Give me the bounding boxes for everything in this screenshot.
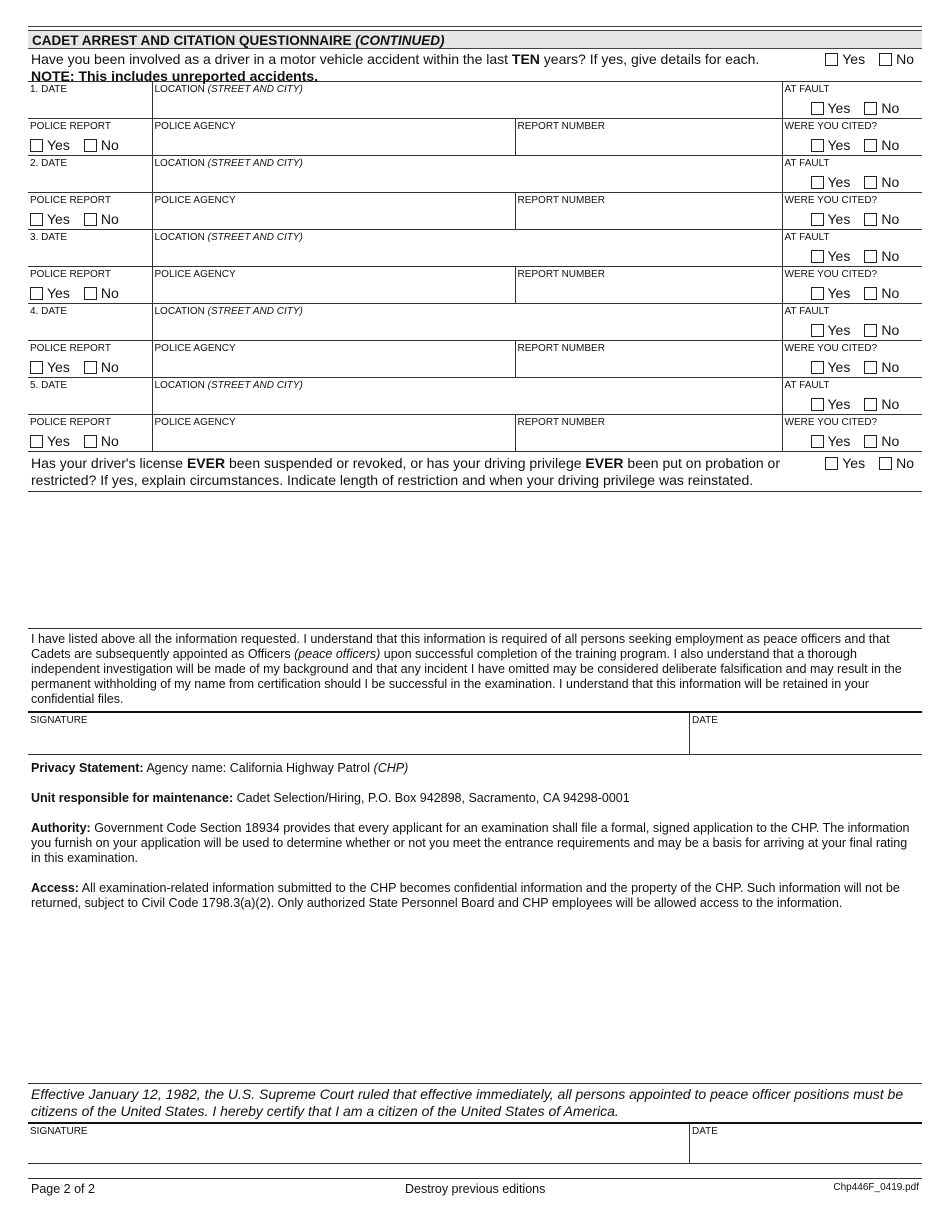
accident-2-cited-yes-checkbox[interactable] <box>811 213 824 226</box>
certification-statement: I have listed above all the information requested. I understand that this information is required of all persons seeking employment as peace officers and that Cadets are subsequently appointed as Officers (peace officers) upon successful completion of the training program. I also understand that a thorough independent investigation will be made of my background and that any incident I have omitted may be considered deliberate falsification and may result in the permanent withholding of my name from certification should I be successful in the examination. I understand that this information will be retained in your confidential files. <box>28 628 922 711</box>
accident-3-at-fault-yes-checkbox[interactable] <box>811 250 824 263</box>
accident-2-police-report-no-checkbox[interactable] <box>84 213 97 226</box>
citizenship-date-field[interactable]: DATE <box>692 1126 718 1137</box>
accident-1-date-field[interactable]: 1. DATE <box>28 82 152 119</box>
accident-4-were-cited: WERE YOU CITED? Yes No <box>782 341 922 378</box>
accident-4-at-fault-no-checkbox[interactable] <box>864 324 877 337</box>
signature-row <box>28 711 922 755</box>
accident-2-at-fault: AT FAULT Yes No <box>782 156 922 193</box>
accident-5-date-field[interactable]: 5. DATE <box>28 378 152 415</box>
form-number: Chp446F_0419.pdf <box>833 1182 919 1193</box>
accident-4-police-report-yes-checkbox[interactable] <box>30 361 43 374</box>
accident-2-at-fault-yes-no: Yes No <box>811 174 900 190</box>
accident-1-at-fault-yes-no: Yes No <box>811 100 900 116</box>
accident-1-police-agency-field[interactable]: POLICE AGENCY <box>152 119 515 156</box>
page-number: Page 2 of 2 <box>31 1182 95 1196</box>
accident-5-cited-no-checkbox[interactable] <box>864 435 877 448</box>
accident-5-at-fault: AT FAULT Yes No <box>782 378 922 415</box>
accident-5-at-fault-yes-checkbox[interactable] <box>811 398 824 411</box>
accident-1-row-2 <box>28 119 922 156</box>
accident-4-report-number-field[interactable]: REPORT NUMBER <box>515 341 782 378</box>
accident-2-at-fault-yes-checkbox[interactable] <box>811 176 824 189</box>
citizenship-signature-row <box>28 1122 922 1164</box>
accident-2-row-2 <box>28 193 922 230</box>
accident-1-cited-no-checkbox[interactable] <box>864 139 877 152</box>
accident-1-at-fault: AT FAULT Yes No <box>782 82 922 119</box>
section-title-suffix: (CONTINUED) <box>355 33 445 48</box>
accident-3-at-fault-no-checkbox[interactable] <box>864 250 877 263</box>
accident-2-at-fault-no-checkbox[interactable] <box>864 176 877 189</box>
accident-2-were-cited: WERE YOU CITED? Yes No <box>782 193 922 230</box>
accident-4-at-fault: AT FAULT Yes No <box>782 304 922 341</box>
accident-3-date-field[interactable]: 3. DATE <box>28 230 152 267</box>
accident-2-police-report: POLICE REPORT Yes No <box>28 193 152 230</box>
accident-3-row-2 <box>28 267 922 304</box>
accident-1-location-field[interactable]: LOCATION (STREET AND CITY) <box>152 82 782 119</box>
accident-4-police-report: POLICE REPORT Yes No <box>28 341 152 378</box>
license-no-checkbox[interactable] <box>879 457 892 470</box>
accident-3-police-report-yes-checkbox[interactable] <box>30 287 43 300</box>
access-statement: Access: All examination-related information submitted to the CHP becomes confidential information and the property of the CHP. Such information will not be returned, subject to Civil Code 1798.3(a)(2). Only authorized State Personnel Board and CHP employees will be allowed access to the information. <box>31 881 900 910</box>
accident-5-police-report-no-checkbox[interactable] <box>84 435 97 448</box>
accident-table <box>28 81 922 452</box>
accident-3-cited-no-checkbox[interactable] <box>864 287 877 300</box>
accident-5-police-report-yes-no: Yes No <box>30 433 119 449</box>
accident-1-were-cited: WERE YOU CITED? Yes No <box>782 119 922 156</box>
accident-3-cited-yes-no: Yes No <box>811 285 900 301</box>
accident-2-row-1 <box>28 156 922 193</box>
accident-1-cited-yes-checkbox[interactable] <box>811 139 824 152</box>
accident-1-row-1 <box>28 82 922 119</box>
accident-question-yes-no: Yes No <box>825 51 914 68</box>
accident-4-row-1 <box>28 304 922 341</box>
accident-3-report-number-field[interactable]: REPORT NUMBER <box>515 267 782 304</box>
accident-5-at-fault-no-checkbox[interactable] <box>864 398 877 411</box>
accident-5-cited-yes-checkbox[interactable] <box>811 435 824 448</box>
accident-2-police-report-yes-no: Yes No <box>30 211 119 227</box>
accident-5-were-cited: WERE YOU CITED? Yes No <box>782 415 922 452</box>
license-question-yes-no: Yes No <box>825 455 914 472</box>
accident-3-police-report-yes-no: Yes No <box>30 285 119 301</box>
accident-4-cited-yes-checkbox[interactable] <box>811 361 824 374</box>
accident-5-police-report-yes-checkbox[interactable] <box>30 435 43 448</box>
accident-3-at-fault: AT FAULT Yes No <box>782 230 922 267</box>
license-question-text: Has your driver's license EVER been suspended or revoked, or has your driving privilege EVER been put on probation or restricted? If yes, explain circumstances. Indicate length of restriction and when your driving privilege was reinstated. <box>31 455 780 488</box>
form-page <box>28 26 922 1164</box>
accident-2-police-report-yes-checkbox[interactable] <box>30 213 43 226</box>
accident-5-row-1 <box>28 378 922 415</box>
accident-4-row-2 <box>28 341 922 378</box>
section-title: CADET ARREST AND CITATION QUESTIONNAIRE <box>32 33 352 48</box>
license-explanation-area[interactable] <box>28 492 922 628</box>
accident-yes-checkbox[interactable] <box>825 53 838 66</box>
accident-note: NOTE: This includes unreported accidents. <box>31 68 319 84</box>
accident-5-police-agency-field[interactable]: POLICE AGENCY <box>152 415 515 452</box>
accident-4-police-report-no-checkbox[interactable] <box>84 361 97 374</box>
accident-2-location-field[interactable]: LOCATION (STREET AND CITY) <box>152 156 782 193</box>
citizenship-signature-field[interactable]: SIGNATURE <box>28 1124 690 1163</box>
date-field[interactable]: DATE <box>692 715 718 726</box>
accident-question-text: Have you been involved as a driver in a motor vehicle accident within the last TEN years? If yes, give details for each. NOTE: This includes unreported accidents. <box>31 51 760 84</box>
accident-1-cited-yes-no: Yes No <box>811 137 900 153</box>
accident-1-report-number-field[interactable]: REPORT NUMBER <box>515 119 782 156</box>
section-header <box>28 30 922 49</box>
accident-3-police-agency-field[interactable]: POLICE AGENCY <box>152 267 515 304</box>
license-yes-checkbox[interactable] <box>825 457 838 470</box>
privacy-statement: Privacy Statement: Agency name: California Highway Patrol (CHP) <box>31 761 409 775</box>
accident-4-location-field[interactable]: LOCATION (STREET AND CITY) <box>152 304 782 341</box>
accident-4-at-fault-yes-checkbox[interactable] <box>811 324 824 337</box>
accident-5-cited-yes-no: Yes No <box>811 433 900 449</box>
accident-5-police-report: POLICE REPORT Yes No <box>28 415 152 452</box>
license-question <box>28 452 922 492</box>
accident-4-police-agency-field[interactable]: POLICE AGENCY <box>152 341 515 378</box>
top-rule <box>28 26 922 27</box>
accident-3-cited-yes-checkbox[interactable] <box>811 287 824 300</box>
accident-2-cited-no-checkbox[interactable] <box>864 213 877 226</box>
accident-4-police-report-yes-no: Yes No <box>30 359 119 375</box>
accident-1-police-report-yes-checkbox[interactable] <box>30 139 43 152</box>
accident-3-police-report-no-checkbox[interactable] <box>84 287 97 300</box>
destroy-notice: Destroy previous editions <box>405 1182 546 1196</box>
accident-3-location-field[interactable]: LOCATION (STREET AND CITY) <box>152 230 782 267</box>
accident-5-at-fault-yes-no: Yes No <box>811 396 900 412</box>
page-footer <box>28 1178 922 1198</box>
accident-1-police-report-no-checkbox[interactable] <box>84 139 97 152</box>
accident-4-cited-yes-no: Yes No <box>811 359 900 375</box>
accident-3-were-cited: WERE YOU CITED? Yes No <box>782 267 922 304</box>
accident-1-police-report-yes-no: Yes No <box>30 137 119 153</box>
accident-2-report-number-field[interactable]: REPORT NUMBER <box>515 193 782 230</box>
authority-statement: Authority: Government Code Section 18934 provides that every applicant for an examination shall file a formal, signed application to the CHP. The information you furnish on your application will be used to determine whether or not you meet the entrance requirements and may be a basis for arriving at your final rating in this examination. <box>31 821 910 865</box>
accident-4-cited-no-checkbox[interactable] <box>864 361 877 374</box>
citizenship-certification: Effective January 12, 1982, the U.S. Supreme Court ruled that effective immediately, all persons appointed to peace officer positions must be citizens of the United States. I hereby certify that I am a citizen of the United States of America. <box>28 1083 922 1122</box>
accident-3-at-fault-yes-no: Yes No <box>811 248 900 264</box>
accident-3-police-report: POLICE REPORT Yes No <box>28 267 152 304</box>
accident-5-report-number-field[interactable]: REPORT NUMBER <box>515 415 782 452</box>
unit-responsible: Unit responsible for maintenance: Cadet Selection/Hiring, P.O. Box 942898, Sacramento, CA 94298-0001 <box>31 791 630 805</box>
signature-field[interactable]: SIGNATURE <box>28 713 690 754</box>
accident-5-location-field[interactable]: LOCATION (STREET AND CITY) <box>152 378 782 415</box>
accident-3-row-1 <box>28 230 922 267</box>
accident-1-at-fault-no-checkbox[interactable] <box>864 102 877 115</box>
accident-2-police-agency-field[interactable]: POLICE AGENCY <box>152 193 515 230</box>
accident-2-cited-yes-no: Yes No <box>811 211 900 227</box>
accident-question <box>28 49 922 84</box>
accident-4-at-fault-yes-no: Yes No <box>811 322 900 338</box>
accident-1-at-fault-yes-checkbox[interactable] <box>811 102 824 115</box>
accident-4-date-field[interactable]: 4. DATE <box>28 304 152 341</box>
accident-no-checkbox[interactable] <box>879 53 892 66</box>
accident-5-row-2 <box>28 415 922 452</box>
accident-2-date-field[interactable]: 2. DATE <box>28 156 152 193</box>
accident-1-police-report: POLICE REPORT Yes No <box>28 119 152 156</box>
